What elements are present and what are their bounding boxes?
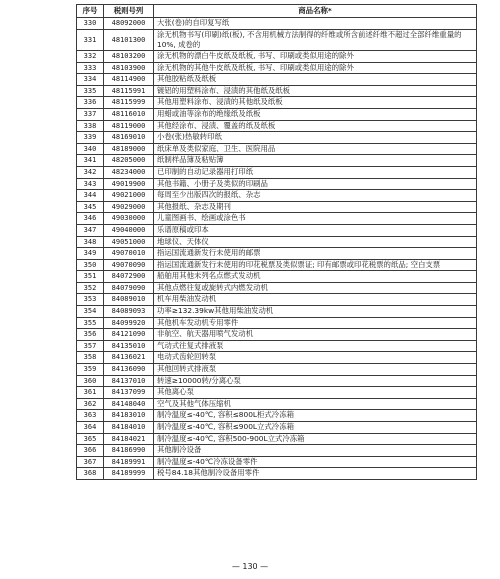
row-commodity-name: 电动式齿轮回转泵 [154, 352, 477, 364]
table-header-row [77, 5, 477, 18]
table-row [77, 85, 477, 97]
table-row [77, 143, 477, 155]
row-serial-number: 364 [77, 422, 104, 434]
row-serial-number: 341 [77, 155, 104, 167]
row-commodity-name: 其他制冷设备 [154, 445, 477, 457]
row-tariff-code: 48103200 [104, 51, 154, 63]
row-commodity-name: 制冷温度≤-40℃, 容积500-900L立式冷冻箱 [154, 433, 477, 445]
row-commodity-name: 指运国流通新发行未使用的印花税票及类似票证; 印有邮票或印花税票的纸品; 空白支票 [154, 259, 477, 271]
table-row [77, 433, 477, 445]
row-serial-number: 330 [77, 18, 104, 30]
row-serial-number: 357 [77, 340, 104, 352]
row-commodity-name: 空气及其他气体压缩机 [154, 398, 477, 410]
header-serial-number: 序号 [77, 5, 104, 18]
row-tariff-code: 84189999 [104, 468, 154, 480]
row-serial-number: 338 [77, 120, 104, 132]
table-row [77, 155, 477, 167]
row-commodity-name: 纸床单及类似家庭、卫生、医院用品 [154, 143, 477, 155]
row-commodity-name: 儿童图画书、绘画或涂色书 [154, 213, 477, 225]
row-serial-number: 342 [77, 166, 104, 178]
row-tariff-code: 84184021 [104, 433, 154, 445]
row-commodity-name: 指运国流通新发行未使用的邮票 [154, 248, 477, 260]
row-commodity-name: 每周至少出版四次的报纸、杂志 [154, 190, 477, 202]
row-tariff-code: 84186990 [104, 445, 154, 457]
row-tariff-code: 84136021 [104, 352, 154, 364]
row-commodity-name: 制冷温度≤-40℃冷冻设备零件 [154, 456, 477, 468]
row-tariff-code: 84135010 [104, 340, 154, 352]
row-serial-number: 353 [77, 294, 104, 306]
table-row [77, 178, 477, 190]
table-row [77, 213, 477, 225]
table-row [77, 132, 477, 144]
row-serial-number: 331 [77, 29, 104, 50]
table-row [77, 108, 477, 120]
table-row [77, 190, 477, 202]
row-tariff-code: 48189000 [104, 143, 154, 155]
row-commodity-name: 机车用柴油发动机 [154, 294, 477, 306]
row-serial-number: 334 [77, 74, 104, 86]
row-tariff-code: 48234000 [104, 166, 154, 178]
row-tariff-code: 84137010 [104, 375, 154, 387]
row-tariff-code: 84137099 [104, 387, 154, 399]
row-serial-number: 344 [77, 190, 104, 202]
row-commodity-name: 其他胶粘纸及纸板 [154, 74, 477, 86]
row-commodity-name: 功率≥132.39kw其他用柴油发动机 [154, 306, 477, 318]
row-serial-number: 365 [77, 433, 104, 445]
table-row [77, 340, 477, 352]
row-serial-number: 350 [77, 259, 104, 271]
row-serial-number: 337 [77, 108, 104, 120]
table-row [77, 317, 477, 329]
row-commodity-name: 其他机车发动机专用零件 [154, 317, 477, 329]
row-commodity-name: 已印制的自动记录器用打印纸 [154, 166, 477, 178]
row-serial-number: 359 [77, 364, 104, 376]
page-number: — 130 — [231, 562, 269, 571]
row-serial-number: 348 [77, 236, 104, 248]
table-row [77, 248, 477, 260]
table-row [77, 352, 477, 364]
row-commodity-name: 其他回转式排液泵 [154, 364, 477, 376]
row-tariff-code: 84184010 [104, 422, 154, 434]
table-row [77, 375, 477, 387]
row-tariff-code: 84136090 [104, 364, 154, 376]
row-tariff-code: 49030000 [104, 213, 154, 225]
row-serial-number: 339 [77, 132, 104, 144]
row-tariff-code: 84148040 [104, 398, 154, 410]
row-serial-number: 340 [77, 143, 104, 155]
row-commodity-name: 涂无机物的漂白牛皮纸及纸板, 书写、印刷或类似用途的除外 [154, 51, 477, 63]
row-serial-number: 336 [77, 97, 104, 109]
row-serial-number: 347 [77, 224, 104, 236]
row-commodity-name: 涂无机物书写(印刷)纸(板), 不含用机械方法制得的纤维或所含前述纤维不超过全部纤维重量的10%, 成卷的 [154, 29, 477, 50]
row-commodity-name: 乐谱原稿或印本 [154, 224, 477, 236]
row-serial-number: 360 [77, 375, 104, 387]
row-tariff-code: 49029000 [104, 201, 154, 213]
row-serial-number: 354 [77, 306, 104, 318]
table-row [77, 62, 477, 74]
row-commodity-name: 税号84.18其他制冷设备用零件 [154, 468, 477, 480]
row-tariff-code: 48114900 [104, 74, 154, 86]
table-row [77, 236, 477, 248]
row-serial-number: 362 [77, 398, 104, 410]
row-tariff-code: 49070090 [104, 259, 154, 271]
row-commodity-name: 转速≥10000转/分离心泵 [154, 375, 477, 387]
row-serial-number: 355 [77, 317, 104, 329]
row-commodity-name: 制冷温度≤-40℃, 容积≤800L柜式冷冻箱 [154, 410, 477, 422]
header-tariff-code: 税则号列 [104, 5, 154, 18]
table-row [77, 201, 477, 213]
table-row [77, 468, 477, 480]
row-tariff-code: 84079090 [104, 282, 154, 294]
row-commodity-name: 其他书籍、小册子及类似的印刷品 [154, 178, 477, 190]
row-commodity-name: 用蜡或油等涂布的绝缘纸及纸板 [154, 108, 477, 120]
row-tariff-code: 48092000 [104, 18, 154, 30]
row-commodity-name: 非航空、航天器用喷气发动机 [154, 329, 477, 341]
row-serial-number: 352 [77, 282, 104, 294]
row-serial-number: 351 [77, 271, 104, 283]
header-commodity-name: 商品名称* [154, 5, 477, 18]
row-tariff-code: 48119000 [104, 120, 154, 132]
row-tariff-code: 84089010 [104, 294, 154, 306]
table-row [77, 259, 477, 271]
table-row [77, 329, 477, 341]
row-commodity-name: 涂无机物的其他牛皮纸及纸板, 书写、印刷或类似用途的除外 [154, 62, 477, 74]
row-serial-number: 367 [77, 456, 104, 468]
row-tariff-code: 49019900 [104, 178, 154, 190]
row-commodity-name: 纸制样品簿及粘贴簿 [154, 155, 477, 167]
row-commodity-name: 其他报纸、杂志及期刊 [154, 201, 477, 213]
table-row [77, 306, 477, 318]
row-serial-number: 361 [77, 387, 104, 399]
row-tariff-code: 48101300 [104, 29, 154, 50]
row-tariff-code: 84121090 [104, 329, 154, 341]
row-serial-number: 349 [77, 248, 104, 260]
row-serial-number: 333 [77, 62, 104, 74]
row-serial-number: 345 [77, 201, 104, 213]
row-serial-number: 358 [77, 352, 104, 364]
row-tariff-code: 84183010 [104, 410, 154, 422]
table-row [77, 271, 477, 283]
table-row [77, 294, 477, 306]
table-row [77, 97, 477, 109]
table-row [77, 422, 477, 434]
row-commodity-name: 大张(卷)的自印复写纸 [154, 18, 477, 30]
row-serial-number: 363 [77, 410, 104, 422]
row-tariff-code: 49021000 [104, 190, 154, 202]
row-serial-number: 343 [77, 178, 104, 190]
row-tariff-code: 49040000 [104, 224, 154, 236]
row-tariff-code: 84099920 [104, 317, 154, 329]
row-commodity-name: 小卷(张)热敏转印纸 [154, 132, 477, 144]
row-serial-number: 335 [77, 85, 104, 97]
row-commodity-name: 船舶用其他未列名点燃式发动机 [154, 271, 477, 283]
table-row [77, 456, 477, 468]
table-row [77, 445, 477, 457]
row-serial-number: 366 [77, 445, 104, 457]
row-commodity-name: 气动式往复式排液泵 [154, 340, 477, 352]
row-serial-number: 356 [77, 329, 104, 341]
row-tariff-code: 84189991 [104, 456, 154, 468]
table-row [77, 18, 477, 30]
row-commodity-name: 其他离心泵 [154, 387, 477, 399]
row-serial-number: 346 [77, 213, 104, 225]
row-serial-number: 332 [77, 51, 104, 63]
row-tariff-code: 48169010 [104, 132, 154, 144]
table-body [77, 18, 477, 480]
table-row [77, 224, 477, 236]
row-commodity-name: 其他用塑料涂布、浸渍的其他纸及纸板 [154, 97, 477, 109]
row-commodity-name: 其他点燃往复或旋转式内燃发动机 [154, 282, 477, 294]
table-row [77, 51, 477, 63]
table-row [77, 410, 477, 422]
row-tariff-code: 48103900 [104, 62, 154, 74]
row-tariff-code: 48115999 [104, 97, 154, 109]
row-tariff-code: 48116010 [104, 108, 154, 120]
row-commodity-name: 镀铝的用塑料涂布、浸渍的其他纸及纸板 [154, 85, 477, 97]
table-row [77, 120, 477, 132]
table-row [77, 398, 477, 410]
row-serial-number: 368 [77, 468, 104, 480]
row-tariff-code: 48205000 [104, 155, 154, 167]
row-commodity-name: 地球仪、天体仪 [154, 236, 477, 248]
table-row [77, 387, 477, 399]
table-row [77, 282, 477, 294]
table-row [77, 74, 477, 86]
row-tariff-code: 84072900 [104, 271, 154, 283]
row-tariff-code: 48115991 [104, 85, 154, 97]
row-tariff-code: 49070010 [104, 248, 154, 260]
tariff-table [76, 4, 477, 480]
table-row [77, 166, 477, 178]
row-tariff-code: 84089093 [104, 306, 154, 318]
row-commodity-name: 其他经涂布、浸渍、覆盖的纸及纸板 [154, 120, 477, 132]
row-commodity-name: 制冷温度≤-40℃, 容积≤900L立式冷冻箱 [154, 422, 477, 434]
row-tariff-code: 49051000 [104, 236, 154, 248]
table-row [77, 29, 477, 50]
table-row [77, 364, 477, 376]
